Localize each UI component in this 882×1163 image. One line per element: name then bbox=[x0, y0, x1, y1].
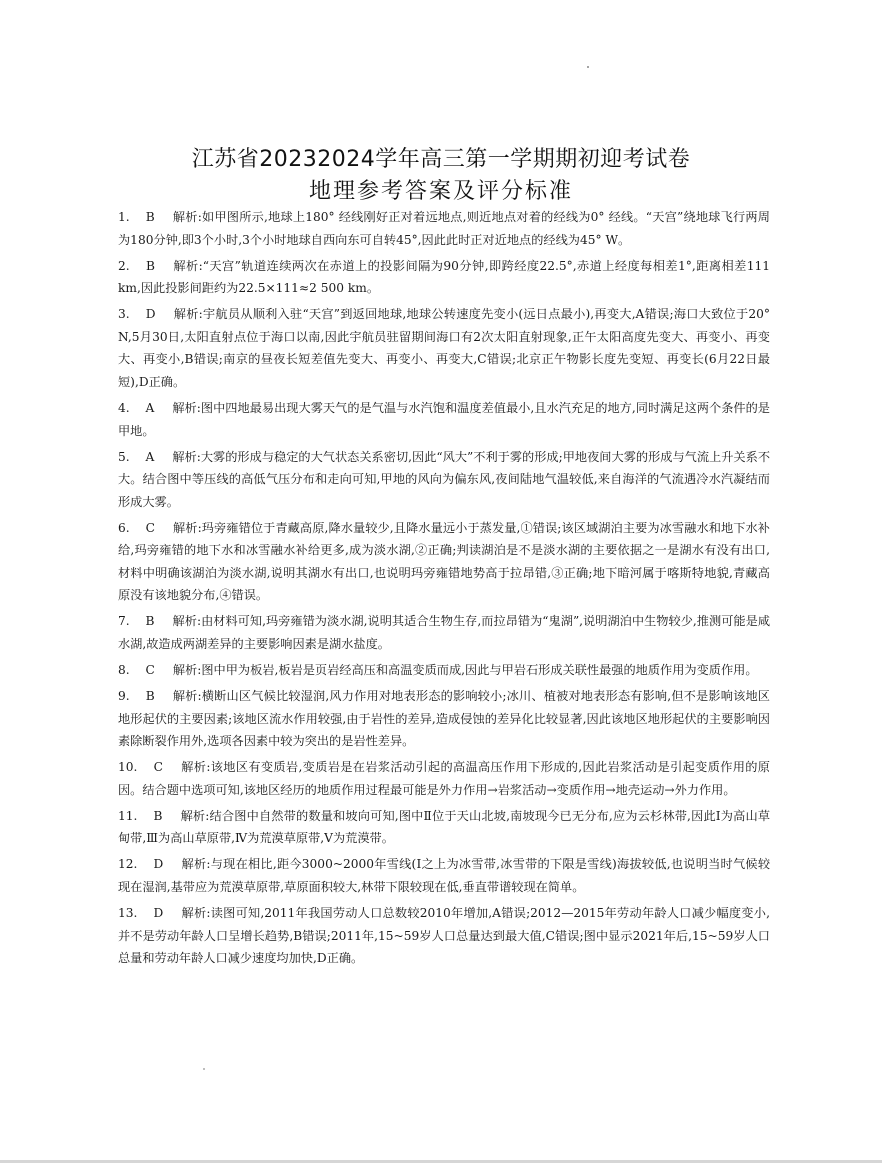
answer-choice: B bbox=[145, 614, 155, 629]
answer-item-1 bbox=[118, 206, 770, 251]
answer-choice: A bbox=[145, 400, 155, 415]
answer-choice: B bbox=[145, 258, 155, 273]
answer-choice: D bbox=[153, 905, 164, 920]
answer-choice: B bbox=[153, 808, 163, 823]
answer-key-title: 地理参考答案及评分标准 bbox=[308, 179, 573, 204]
answer-explanation: 解析:横断山区气候比较湿润,风力作用对地表形态的影响较小;冰川、植被对地表形态有影响,但不是影响该地区地形起伏的主要因素;该地区流水作用较强,由于岩性的差异,造成侵蚀的差异化比较显著,因此该地区地形起伏的主要影响因素除断裂作用外,选项各因素中较为突出的是岩性差异。 bbox=[118, 689, 770, 749]
question-number: 13. bbox=[118, 905, 138, 920]
question-number: 11. bbox=[118, 808, 138, 823]
answer-choice: D bbox=[145, 307, 156, 322]
answer-choice: B bbox=[145, 210, 155, 224]
question-number: 5. bbox=[118, 449, 130, 464]
answer-choice: C bbox=[145, 663, 155, 678]
answer-choice: C bbox=[145, 520, 155, 535]
scan-speck bbox=[587, 66, 589, 68]
answer-explanation: 解析:读图可知,2011年我国劳动人口总数较2010年增加,A错误;2012—2015年劳动年龄人口减少幅度变小,并不是劳动年龄人口呈增长趋势,B错误;2011年,15~59岁人口总量达到最大值,C错误;图中显示2021年后,15~59岁人口总量和劳动年龄人口减少速度均加快,D正确。 bbox=[118, 905, 771, 966]
scan-speck bbox=[203, 1068, 205, 1070]
answer-list bbox=[118, 206, 770, 973]
answer-choice: C bbox=[153, 760, 163, 775]
question-number: 7. bbox=[118, 614, 130, 629]
answer-explanation: 解析:如甲图所示,地球上180° 经线刚好正对着远地点,则近地点对着的经线为0° 经线。“天宫”绕地球飞行两周为180分钟,即3个小时,3个小时地球自西向东可自转45°,因此此时正对近地点的经线为45° W。 bbox=[118, 210, 770, 247]
answer-item-10 bbox=[118, 756, 770, 801]
answer-choice: D bbox=[153, 857, 164, 872]
question-number: 9. bbox=[118, 689, 130, 703]
answer-item-3 bbox=[118, 303, 770, 393]
exam-title: 江苏省20232024学年高三第一学期期初迎考试卷 bbox=[191, 147, 691, 172]
answer-item-4 bbox=[118, 397, 770, 442]
answer-item-9 bbox=[118, 685, 770, 753]
answer-item-7 bbox=[118, 610, 770, 655]
answer-choice: B bbox=[145, 689, 155, 703]
question-number: 12. bbox=[118, 857, 138, 872]
answer-item-2 bbox=[118, 255, 770, 300]
answer-explanation: 解析:由材料可知,玛旁雍错为淡水湖,说明其适合生物生存,而拉昂错为“鬼湖”,说明湖泊中生物较少,推测可能是咸水湖,故造成两湖差异的主要影响因素是湖水盐度。 bbox=[118, 614, 771, 652]
answer-item-6 bbox=[118, 517, 770, 607]
answer-explanation: 解析:该地区有变质岩,变质岩是在岩浆活动引起的高温高压作用下形成的,因此岩浆活动是引起变质作用的原因。结合题中选项可知,该地区经历的地质作用过程最可能是外力作用→岩浆活动→变质作用→地壳运动→外力作用。 bbox=[118, 760, 770, 797]
answer-explanation: 解析:图中甲为板岩,板岩是页岩经高压和高温变质而成,因此与甲岩石形成关联性最强的地质作用为变质作用。 bbox=[172, 663, 758, 678]
answer-item-12 bbox=[118, 853, 770, 898]
answer-item-8 bbox=[118, 659, 770, 682]
answer-item-11 bbox=[118, 805, 770, 850]
answer-choice: A bbox=[145, 449, 155, 464]
question-number: 3. bbox=[118, 307, 130, 322]
question-number: 4. bbox=[118, 400, 130, 415]
answer-explanation: 解析:玛旁雍错位于青藏高原,降水量较少,且降水量远小于蒸发量,①错误;该区域湖泊主要为冰雪融水和地下水补给,玛旁雍错的地下水和冰雪融水补给更多,成为淡水湖,②正确;判读湖泊是不是淡水湖的主要依据之一是湖水有没有出口,材料中明确该湖泊为淡水湖,说明其湖水有出口,也说明玛旁雍错地势高于拉昂错,③正确;地下暗河属于喀斯特地貌,青藏高原没有该地貌分布,④错误。 bbox=[118, 520, 770, 603]
question-number: 6. bbox=[118, 520, 130, 535]
answer-explanation: 解析:图中四地最易出现大雾天气的是气温与水汽饱和温度差值最小,且水汽充足的地方,同时满足这两个条件的是甲地。 bbox=[118, 400, 770, 438]
answer-item-13 bbox=[118, 902, 770, 970]
answer-explanation: 解析:结合图中自然带的数量和坡向可知,图中Ⅱ位于天山北坡,南坡现今已无分布,应为云杉林带,因此Ⅰ为高山草甸带,Ⅲ为高山草原带,Ⅳ为荒漠草原带,Ⅴ为荒漠带。 bbox=[118, 808, 771, 846]
answer-item-5 bbox=[118, 446, 770, 514]
answer-explanation: 解析:大雾的形成与稳定的大气状态关系密切,因此“风大”不利于雾的形成;甲地夜间大雾的形成与气流上升关系不大。结合图中等压线的高低气压分布和走向可知,甲地的风向为偏东风,夜间陆地气温较低,来自海洋的气流遇冷水汽凝结而形成大雾。 bbox=[118, 449, 771, 509]
answer-explanation: 解析:“天宫”轨道连续两次在赤道上的投影间隔为90分钟,即跨经度22.5°,赤道上经度每相差1°,距离相差111 km,因此投影间距约为22.5×111≈2 500 km。 bbox=[118, 258, 771, 296]
question-number: 1. bbox=[118, 210, 130, 224]
question-number: 8. bbox=[118, 663, 130, 678]
answer-explanation: 解析:与现在相比,距今3000~2000年雪线(Ⅰ之上为冰雪带,冰雪带的下限是雪线)海拔较低,也说明当时气候较现在湿润,基带应为荒漠草原带,草原面积较大,林带下限较现在低,垂直带谱较现在简单。 bbox=[118, 857, 771, 894]
answer-explanation: 解析:宇航员从顺利入驻“天宫”到返回地球,地球公转速度先变小(远日点最小),再变大,A错误;海口大致位于20° N,5月30日,太阳直射点位于海口以南,因此宇航员驻留期间海口有2次太阳直射现象,正午太阳高度先变大、再变小、再变大、再变小,B错误;南京的昼夜长短差值先变大、再变小、再变大,C错误;北京正午物影长度先变短、再变长(6月22日最短),D正确。 bbox=[118, 307, 770, 389]
question-number: 2. bbox=[118, 258, 130, 273]
question-number: 10. bbox=[118, 760, 138, 775]
